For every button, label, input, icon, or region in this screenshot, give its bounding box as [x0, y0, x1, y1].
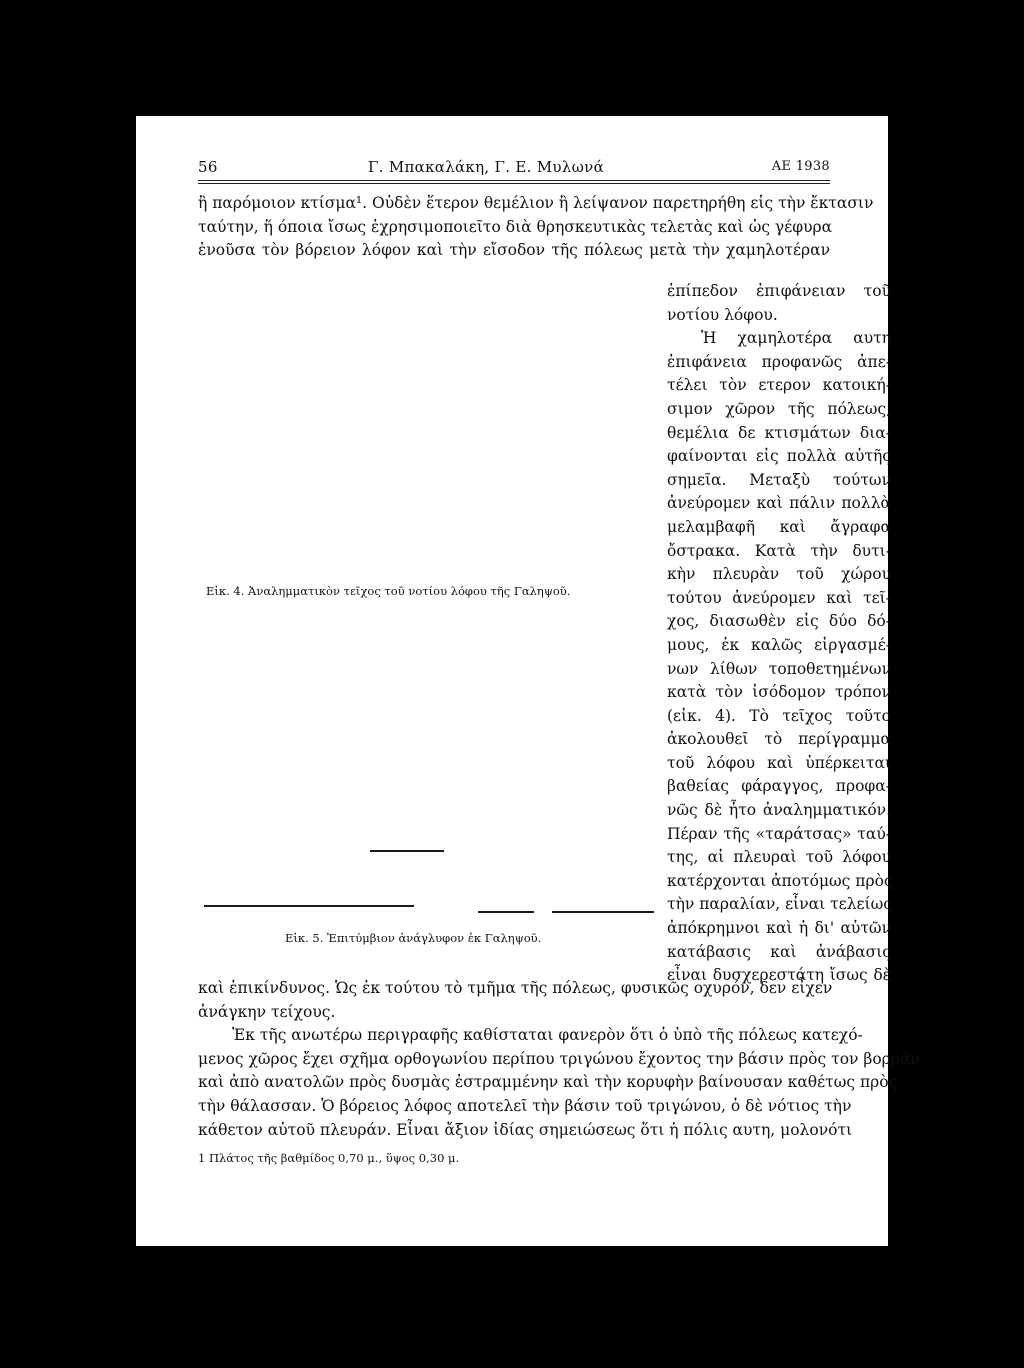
text-line: της, αἱ πλευραὶ τοῦ λόφου: [667, 848, 891, 867]
text-line: σιμον χῶρον τῆς πόλεως,: [667, 399, 891, 418]
text-line: κατέρχονται ἀποτόμως πρὸς: [667, 871, 893, 890]
footnote: 1 Πλάτος τῆς βαθμίδος 0,70 μ., ὕψος 0,30 μ.: [198, 1151, 460, 1165]
header-rule: [198, 180, 830, 181]
running-head-authors: Γ. Μπακαλάκη, Γ. Ε. Μυλωνά: [368, 158, 605, 176]
text-line: ὄστρακα. Κατὰ τὴν δυτι-: [667, 541, 891, 560]
text-line: τὴν θάλασσαν. Ὁ βόρειος λόφος αποτελεῖ τὴν βάσιν τοῦ τριγώνου, ὁ δὲ νότιος τὴν: [198, 1096, 852, 1115]
right-column-text: [667, 280, 891, 988]
text-line: κατάβασις καὶ ἀνάβασις: [667, 942, 891, 961]
bottom-paragraph: [198, 977, 920, 1142]
text-line: νῶς δὲ ἦτο ἀναλημματικόν.: [667, 801, 891, 820]
figure-5-mark: [370, 850, 444, 852]
figure-5-mark: [204, 905, 414, 907]
text-line: Ἡ χαμηλοτέρα αυτη: [701, 329, 891, 348]
text-line: κὴν πλευρὰν τοῦ χώρου: [667, 565, 891, 584]
text-line: ἐπίπεδον ἐπιφάνειαν τοῦ: [667, 282, 891, 300]
figure-4-image: [194, 299, 654, 694]
text-line: ἐπιφάνεια προφανῶς ἀπε-: [667, 352, 891, 371]
text-line: ἑνοῦσα τὸν βόρειον λόφον καὶ τὴν εἴσοδον τῆς πόλεως μετὰ τὴν χαμηλοτέραν: [198, 241, 830, 260]
text-line: τούτου ἀνεύρομεν καὶ τεῖ-: [667, 588, 891, 607]
text-line: καὶ ἀπὸ ανατολῶν πρὸς δυσμὰς ἐστραμμένην καὶ τὴν κορυφὴν βαίνουσαν καθέτως πρὸς: [198, 1073, 898, 1092]
text-line: ἀνάγκην τείχους.: [198, 1002, 336, 1021]
text-line: ἀπόκρημνοι καὶ ἡ δι' αὐτῶν: [667, 919, 891, 938]
text-line: Ἐκ τῆς ανωτέρω περιγραφῆς καθίσταται φανερὸν ὅτι ὁ ὑπὸ τῆς πόλεως κατεχό-: [232, 1026, 863, 1045]
document-page: [136, 116, 920, 1246]
figure-5-mark: [478, 911, 534, 913]
page-header: [198, 158, 830, 180]
text-line: ἢ παρόμοιον κτίσμα¹. Οὐδὲν ἕτερον θεμέλιον ἢ λείψανον παρετηρήθη εἰς τὴν ἔκτασιν: [198, 194, 874, 212]
text-line: νων λίθων τοποθετημένων: [667, 659, 891, 678]
figure-4-caption: Εἰκ. 4. Ἀναλημματικὸν τεῖχος τοῦ νοτίου λόφου τῆς Γαληψοῦ.: [206, 584, 571, 598]
text-line: τοῦ λόφου καὶ ὑπέρκειται: [667, 753, 891, 772]
text-line: κατὰ τὸν ἰσόδομον τρόπον: [667, 683, 891, 702]
text-line: ἀκολουθεῖ τὸ περίγραμμα: [667, 730, 891, 749]
figure-5-caption: Εἰκ. 5. Ἐπιτύμβιον ἀνάγλυφον ἐκ Γαληψοῦ.: [285, 931, 542, 945]
text-line: μελαμβαφῆ καὶ ἄγραφα: [667, 517, 891, 536]
text-line: εἶναι δυσχερεστάτη ἴσως δὲ: [667, 966, 891, 985]
header-rule-thin: [198, 183, 830, 184]
text-line: θεμέλια δε κτισμάτων δια-: [667, 423, 891, 442]
text-line: τὴν παραλίαν, εἶναι τελείως: [667, 895, 892, 914]
text-line: μους, ἐκ καλῶς εἰργασμέ-: [667, 635, 891, 654]
text-line: ἀνεύρομεν καὶ πάλιν πολλὰ: [667, 494, 891, 513]
top-paragraph: [198, 192, 874, 263]
text-line: σημεῖα. Μεταξὺ τούτων: [667, 470, 891, 489]
page-number: 56: [198, 158, 218, 176]
text-line: φαίνονται εἰς πολλὰ αὐτῆς: [667, 447, 891, 466]
text-line: νοτίου λόφου.: [667, 305, 778, 324]
text-line: καὶ ἐπικίνδυνος. Ὡς ἐκ τούτου τὸ τμῆμα τῆς πόλεως, φυσικῶς οχυρόν, δεν εἶχεν: [198, 979, 833, 997]
text-line: τέλει τὸν ετερον κατοική-: [667, 376, 891, 395]
figure-5-mark: [552, 911, 654, 913]
text-line: χος, διασωθὲν εἰς δύο δό-: [667, 612, 891, 631]
text-line: κάθετον αὐτοῦ πλευράν. Εἶναι ἄξιον ἰδίας σημειώσεως ὅτι ἡ πόλις αυτη, μολονότι: [198, 1120, 853, 1139]
text-line: ταύτην, ἥ όποια ἴσως ἐχρησιμοποιεῖτο διὰ θρησκευτικὰς τελετὰς καὶ ὡς γέφυρα: [198, 217, 833, 236]
text-line: βαθείας φάραγγος, προφα-: [667, 777, 891, 796]
text-line: (εἰκ. 4). Τὸ τεῖχος τοῦτο: [667, 706, 891, 725]
text-line: μενος χῶρος ἔχει σχῆμα ορθογωνίου περίπου τριγώνου ἔχοντος την βάσιν πρὸς τον βορρᾶν: [198, 1049, 920, 1068]
text-line: Πέραν τῆς «ταράτσας» ταύ-: [667, 824, 891, 843]
running-head-journal: ΑΕ 1938: [771, 159, 830, 174]
